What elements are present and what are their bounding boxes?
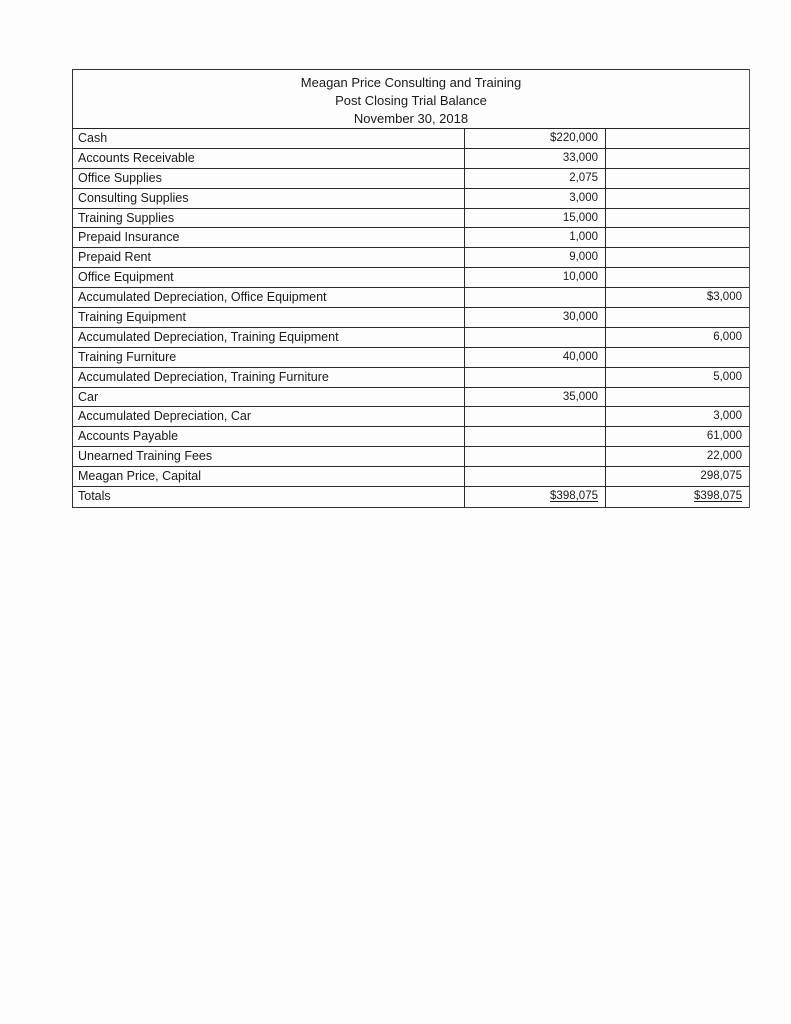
credit-amount: 3,000 bbox=[713, 410, 742, 423]
credit-amount bbox=[606, 169, 749, 188]
credit-amount bbox=[606, 248, 749, 267]
account-name: Prepaid Rent bbox=[73, 248, 465, 267]
debit-amount: 10,000 bbox=[465, 268, 606, 287]
table-row bbox=[73, 407, 749, 427]
account-name: Consulting Supplies bbox=[73, 189, 465, 208]
account-name: Accounts Receivable bbox=[73, 149, 465, 168]
account-name: Cash bbox=[73, 129, 465, 148]
company-name: Meagan Price Consulting and Training bbox=[300, 75, 522, 90]
account-name: Accumulated Depreciation, Training Furniture bbox=[73, 368, 465, 387]
table-row bbox=[73, 368, 749, 388]
table-row bbox=[73, 268, 749, 288]
table-row bbox=[73, 447, 749, 467]
credit-amount bbox=[606, 209, 749, 228]
table-row bbox=[73, 129, 749, 149]
account-name: Training Supplies bbox=[73, 209, 465, 228]
table-row bbox=[73, 308, 749, 328]
credit-amount bbox=[606, 149, 749, 168]
debit-amount bbox=[465, 467, 606, 486]
debit-total-cell bbox=[465, 487, 606, 507]
credit-amount: 61,000 bbox=[706, 430, 742, 443]
credit-amount: 5,000 bbox=[713, 370, 742, 383]
table-row bbox=[73, 189, 749, 209]
credit-amount bbox=[606, 129, 749, 148]
account-name: Accounts Payable bbox=[73, 427, 465, 446]
debit-amount bbox=[465, 328, 606, 347]
table-row bbox=[73, 388, 749, 408]
debit-amount: 40,000 bbox=[465, 348, 606, 367]
debit-amount: 35,000 bbox=[465, 388, 606, 407]
debit-amount: 1,000 bbox=[465, 228, 606, 247]
table-row bbox=[73, 348, 749, 368]
account-name: Training Equipment bbox=[73, 308, 465, 327]
account-name: Car bbox=[73, 388, 465, 407]
debit-amount bbox=[465, 447, 606, 466]
account-name: Unearned Training Fees bbox=[73, 447, 465, 466]
credit-amount: 22,000 bbox=[706, 450, 742, 463]
debit-amount: 3,000 bbox=[465, 189, 606, 208]
account-name: Accumulated Depreciation, Office Equipment bbox=[73, 288, 465, 307]
credit-amount bbox=[606, 308, 749, 327]
debit-amount bbox=[465, 427, 606, 446]
debit-amount: 15,000 bbox=[465, 209, 606, 228]
table-header bbox=[73, 70, 749, 129]
account-name: Accumulated Depreciation, Car bbox=[73, 407, 465, 426]
credit-amount bbox=[606, 348, 749, 367]
statement-title: Post Closing Trial Balance bbox=[335, 93, 487, 108]
table-row bbox=[73, 328, 749, 348]
credit-amount bbox=[606, 228, 749, 247]
statement-date: November 30, 2018 bbox=[353, 111, 469, 126]
table-row bbox=[73, 209, 749, 229]
account-name: Office Supplies bbox=[73, 169, 465, 188]
debit-amount bbox=[465, 288, 606, 307]
debit-amount: 33,000 bbox=[465, 149, 606, 168]
credit-total: $398,075 bbox=[694, 490, 742, 503]
table-row bbox=[73, 288, 749, 308]
debit-amount bbox=[465, 368, 606, 387]
totals-label: Totals bbox=[73, 487, 465, 507]
totals-row bbox=[73, 487, 749, 507]
table-row bbox=[73, 169, 749, 189]
table-row bbox=[73, 248, 749, 268]
debit-amount: 9,000 bbox=[465, 248, 606, 267]
debit-amount: 2,075 bbox=[465, 169, 606, 188]
credit-amount bbox=[606, 189, 749, 208]
credit-amount: $3,000 bbox=[706, 291, 742, 304]
trial-balance-table bbox=[72, 69, 750, 508]
account-name: Meagan Price, Capital bbox=[73, 467, 465, 486]
account-name: Training Furniture bbox=[73, 348, 465, 367]
account-name: Accumulated Depreciation, Training Equipment bbox=[73, 328, 465, 347]
credit-amount bbox=[606, 388, 749, 407]
table-row bbox=[73, 149, 749, 169]
account-name: Office Equipment bbox=[73, 268, 465, 287]
table-row bbox=[73, 467, 749, 487]
table-row bbox=[73, 228, 749, 248]
debit-amount bbox=[465, 407, 606, 426]
debit-amount: 30,000 bbox=[465, 308, 606, 327]
credit-total-cell bbox=[606, 487, 749, 507]
credit-amount: 6,000 bbox=[713, 330, 742, 343]
credit-amount: 298,075 bbox=[700, 470, 742, 483]
account-name: Prepaid Insurance bbox=[73, 228, 465, 247]
debit-total: $398,075 bbox=[550, 490, 598, 503]
debit-amount: $220,000 bbox=[465, 129, 606, 148]
table-row bbox=[73, 427, 749, 447]
credit-amount bbox=[606, 268, 749, 287]
